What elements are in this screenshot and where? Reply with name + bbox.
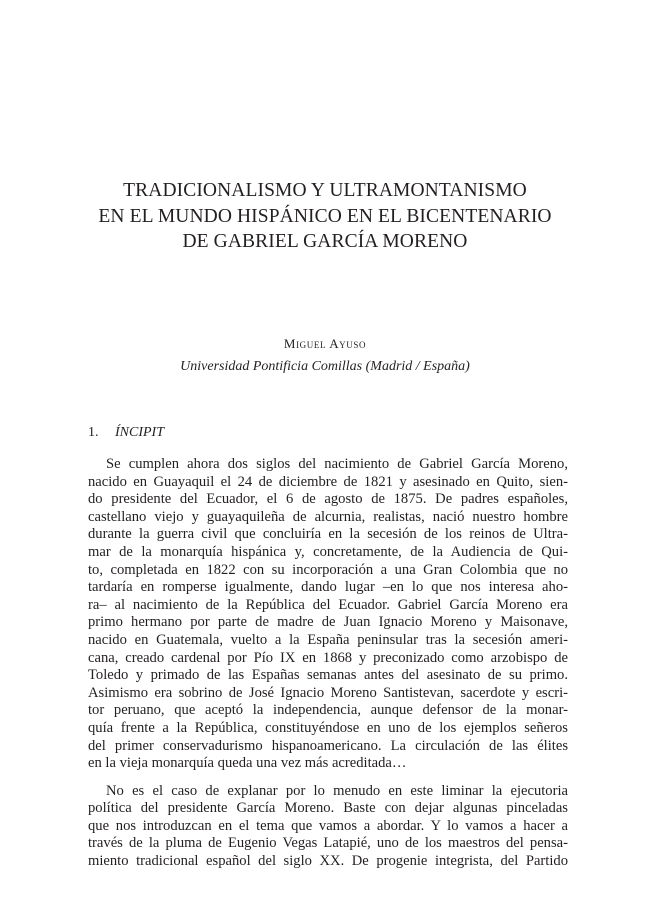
text-line: Se cumplen ahora dos siglos del nacimiento de Gabriel García Moreno, <box>106 456 568 472</box>
text-line: que nos introduzcan en el tema que vamos a abordar. Y lo vamos a hacer a <box>88 817 568 834</box>
text-line: No es el caso de explanar por lo menudo en este liminar la ejecutoria <box>106 782 568 799</box>
text-line: miento tradicional español del siglo XX. De progenie integrista, del Partido <box>88 853 568 870</box>
title-line: TRADICIONALISMO Y ULTRAMONTANISMO <box>123 180 527 201</box>
text-line: do presidente del Ecuador, el 6 de agosto de 1875. De padres españoles, <box>88 491 568 508</box>
text-line: política del presidente García Moreno. Baste con dejar algunas pinceladas <box>88 800 568 817</box>
text-line: ra– al nacimiento de la República del Ecuador. Gabriel García Moreno era <box>88 596 568 613</box>
section-number: 1. <box>88 425 99 440</box>
text-line: del primer conservadurismo hispanoamericano. La circulación de las élites <box>88 737 568 754</box>
text-line: to, completada en 1822 con su incorporación a una Gran Colombia que no <box>88 561 568 578</box>
title-line: DE GABRIEL GARCÍA MORENO <box>182 231 468 252</box>
section-heading <box>88 425 164 441</box>
text-line: tardaría en romperse igualmente, dando lugar –en lo que nos interesa aho- <box>88 579 568 596</box>
paragraph <box>88 783 568 871</box>
paragraph-gap <box>88 773 568 783</box>
text-line: Toledo y primado de las Españas semanas antes del asesinato de su primo. <box>88 667 568 684</box>
text-line: cana, creado cardenal por Pío IX en 1868 y preconizado como arzobispo de <box>88 649 568 666</box>
title-line: EN EL MUNDO HISPÁNICO EN EL BICENTENARIO <box>98 205 552 227</box>
text-line: nacido en Guatemala, vuelto a la España peninsular tras la secesión ameri- <box>88 631 568 648</box>
paragraph <box>88 456 568 773</box>
text-line: nacido en Guayaquil el 24 de diciembre de 1821 y asesinado en Quito, sien- <box>88 473 568 490</box>
article-title <box>0 178 650 255</box>
text-line: durante la guerra civil que concluiría en la secesión de los reinos de Ultra- <box>88 526 568 543</box>
section-title: ÍNCIPIT <box>115 425 164 440</box>
text-line: castellano viejo y guayaquileña de alcurnia, realistas, nació nuestro hombre <box>88 508 568 525</box>
text-line: en la vieja monarquía queda una vez más acreditada… <box>88 755 407 772</box>
author-name: Miguel Ayuso <box>283 336 367 351</box>
text-line: mar de la monarquía hispánica y, concretamente, de la Audiencia de Qui- <box>88 543 568 560</box>
text-line: quía frente a la República, constituyéndose en uno de los ejemplos señeros <box>88 719 568 736</box>
text-line: primo hermano por parte de madre de Juan Ignacio Moreno y Maisonave, <box>88 614 568 631</box>
text-line: Asimismo era sobrino de José Ignacio Moreno Santistevan, sacerdote y escri- <box>88 684 568 701</box>
author-affiliation: Universidad Pontificia Comillas (Madrid / España) <box>180 359 470 374</box>
text-line: tor peruano, que aceptó la independencia, aunque defensor de la monar- <box>88 702 568 719</box>
text-line: través de la pluma de Eugenio Vegas Latapié, uno de los maestros del pensa- <box>88 835 568 852</box>
body-text <box>88 456 568 871</box>
